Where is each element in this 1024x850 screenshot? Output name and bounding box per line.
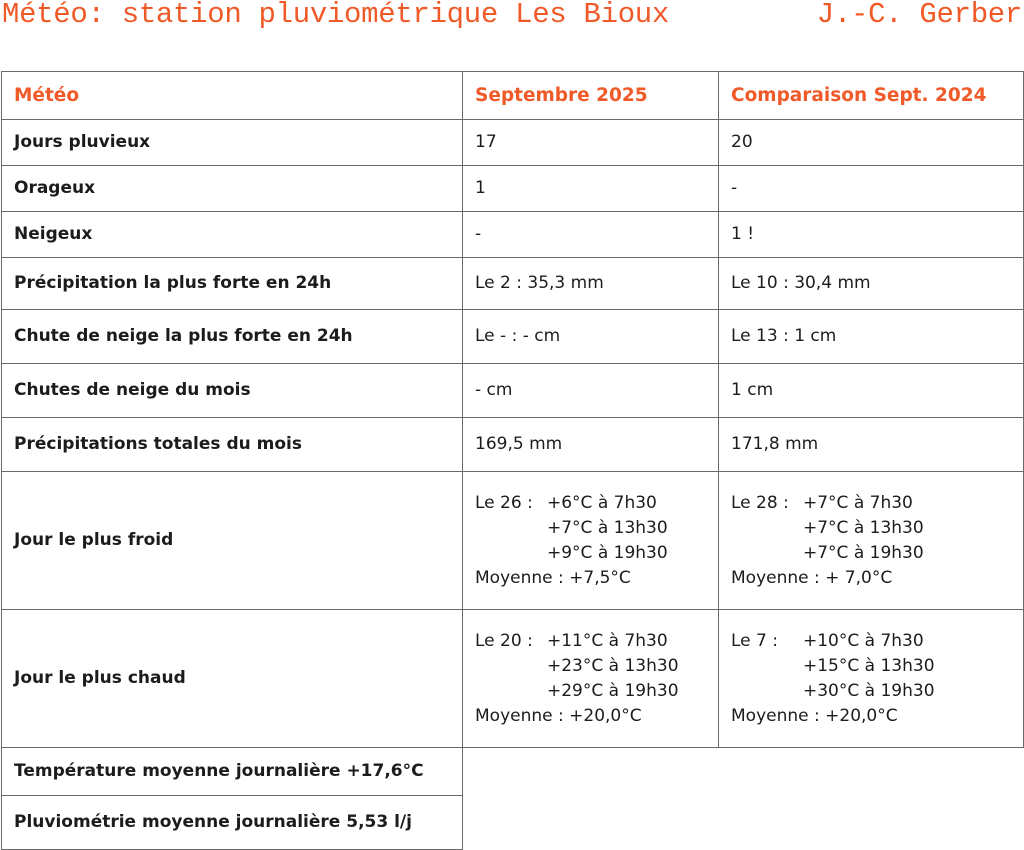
row-label: Neigeux [2, 212, 463, 258]
cell-sep-2024: 1 cm [719, 364, 1024, 418]
row-label: Jour le plus chaud [2, 610, 463, 748]
cell-sep-2025: 169,5 mm [463, 418, 719, 472]
average: Moyenne : + 7,0°C [731, 567, 893, 588]
reading: +11°C à 7h30 [547, 630, 668, 651]
table-row [2, 212, 1024, 258]
cell-sep-2025: - cm [463, 364, 719, 418]
day-label: Le 28 : [731, 492, 789, 513]
row-label: Chutes de neige du mois [2, 364, 463, 418]
table-row [2, 310, 1024, 364]
cell-sep-2024: - [719, 166, 1024, 212]
reading: +23°C à 13h30 [547, 655, 679, 676]
reading: +15°C à 13h30 [803, 655, 935, 676]
temperature-block [475, 629, 718, 729]
reading: +30°C à 19h30 [803, 680, 935, 701]
reading: +10°C à 7h30 [803, 630, 924, 651]
cell-sep-2024: 20 [719, 120, 1024, 166]
column-header-sep-2025: Septembre 2025 [463, 72, 719, 120]
average: Moyenne : +7,5°C [475, 567, 631, 588]
page-header [0, 0, 1024, 40]
day-label: Le 7 : [731, 630, 778, 651]
cell-sep-2024: 171,8 mm [719, 418, 1024, 472]
table-row [2, 258, 1024, 310]
temperature-block [731, 629, 1023, 729]
average: Moyenne : +20,0°C [731, 705, 898, 726]
cell-sep-2024 [719, 472, 1024, 610]
day-label: Le 20 : [475, 630, 533, 651]
cell-sep-2024: Le 13 : 1 cm [719, 310, 1024, 364]
row-label: Jour le plus froid [2, 472, 463, 610]
row-label: Précipitation la plus forte en 24h [2, 258, 463, 310]
column-header-sep-2024: Comparaison Sept. 2024 [719, 72, 1024, 120]
summary-row [2, 796, 1024, 850]
reading: +7°C à 19h30 [803, 542, 924, 563]
table-row [2, 166, 1024, 212]
reading: +7°C à 7h30 [803, 492, 913, 513]
row-label: Jours pluvieux [2, 120, 463, 166]
table-row-warmest [2, 610, 1024, 748]
reading: +6°C à 7h30 [547, 492, 657, 513]
cell-sep-2024 [719, 610, 1024, 748]
row-label: Précipitations totales du mois [2, 418, 463, 472]
day-label: Le 26 : [475, 492, 533, 513]
reading: +7°C à 13h30 [547, 517, 668, 538]
author-name: J.-C. Gerber [816, 0, 1022, 31]
weather-table [1, 71, 1024, 850]
summary-temperature: Température moyenne journalière +17,6°C [2, 748, 463, 796]
reading: +29°C à 19h30 [547, 680, 679, 701]
cell-sep-2024: 1 ! [719, 212, 1024, 258]
row-label: Orageux [2, 166, 463, 212]
table-row-coldest [2, 472, 1024, 610]
cell-sep-2025: 17 [463, 120, 719, 166]
cell-sep-2025 [463, 610, 719, 748]
row-label: Chute de neige la plus forte en 24h [2, 310, 463, 364]
summary-row [2, 748, 1024, 796]
summary-rainfall: Pluviométrie moyenne journalière 5,53 l/j [2, 796, 463, 850]
table-row [2, 418, 1024, 472]
table-row [2, 120, 1024, 166]
cell-sep-2025: 1 [463, 166, 719, 212]
cell-sep-2025: Le - : - cm [463, 310, 719, 364]
temperature-block [475, 491, 718, 591]
reading: +9°C à 19h30 [547, 542, 668, 563]
column-header-meteo: Météo [2, 72, 463, 120]
temperature-block [731, 491, 1023, 591]
cell-sep-2025: Le 2 : 35,3 mm [463, 258, 719, 310]
page-title: Météo: station pluviométrique Les Bioux [2, 0, 670, 31]
table-header-row [2, 72, 1024, 120]
table-row [2, 364, 1024, 418]
cell-sep-2025 [463, 472, 719, 610]
average: Moyenne : +20,0°C [475, 705, 642, 726]
cell-sep-2024: Le 10 : 30,4 mm [719, 258, 1024, 310]
reading: +7°C à 13h30 [803, 517, 924, 538]
cell-sep-2025: - [463, 212, 719, 258]
